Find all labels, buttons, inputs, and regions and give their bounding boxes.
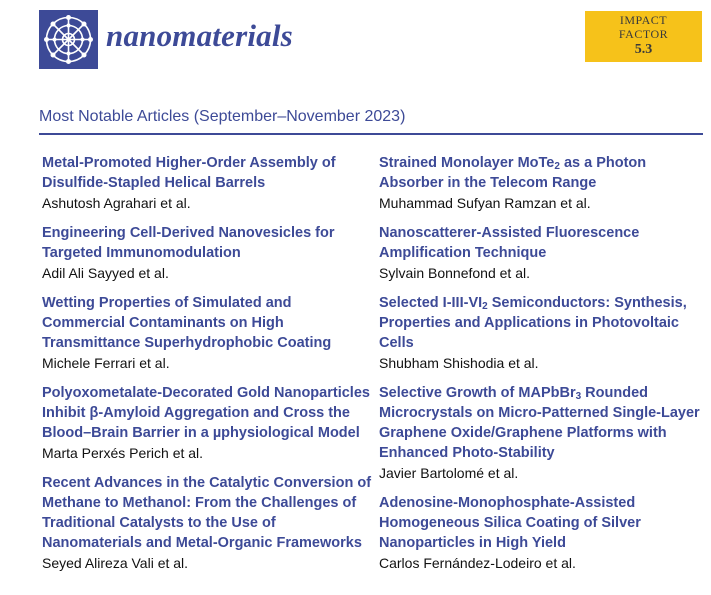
section-title: Most Notable Articles (September–November 2023) (39, 108, 406, 125)
article-author: Carlos Fernández-Lodeiro et al. (379, 555, 576, 571)
article-author: Michele Ferrari et al. (42, 355, 170, 371)
divider (39, 133, 703, 135)
article-item[interactable] (42, 293, 372, 373)
article-author: Ashutosh Agrahari et al. (42, 195, 191, 211)
article-title-part: as a Photon Absorber in the Telecom Range (379, 155, 647, 191)
nanomaterials-logo-icon (39, 10, 98, 69)
article-author: Javier Bartolomé et al. (379, 465, 519, 481)
article-item[interactable] (42, 153, 372, 213)
article-item[interactable] (379, 153, 709, 213)
article-title-part: Strained Monolayer MoTe (379, 155, 555, 171)
impact-label-line1: IMPACT (619, 13, 668, 27)
article-author: Sylvain Bonnefond et al. (379, 265, 530, 281)
article-item[interactable] (42, 473, 372, 573)
article-item[interactable] (42, 383, 372, 463)
article-title[interactable]: Polyoxometalate-Decorated Gold Nanoparticles Inhibit β-Amyloid Aggregation and Cross the Blood–Brain Barrier in a µphysiological Model (42, 385, 370, 441)
journal-name: nanomaterials (106, 18, 293, 53)
article-author: Muhammad Sufyan Ramzan et al. (379, 195, 591, 211)
journal-logo (39, 10, 98, 69)
article-title[interactable] (379, 383, 709, 463)
article-title-part: Semiconductors: Synthesis, Properties and Applications in Photovoltaic Cells (379, 295, 687, 351)
article-title-part: Rounded Microcrystals on Micro-Patterned Single-Layer Graphene Oxide/Graphene Platforms with Enhanced Photo-Stability (379, 385, 700, 461)
article-title-part: Selective Growth of MAPbBr (379, 385, 576, 401)
article-item[interactable] (379, 493, 709, 573)
article-item[interactable] (379, 383, 709, 483)
article-title-subscript: 3 (575, 391, 582, 402)
articles-left-column (42, 153, 372, 583)
article-title-subscript: 2 (482, 301, 488, 312)
article-title[interactable]: Engineering Cell-Derived Nanovesicles for Targeted Immunomodulation (42, 225, 335, 261)
article-title[interactable]: Metal-Promoted Higher-Order Assembly of Disulfide-Stapled Helical Barrels (42, 155, 336, 191)
article-author: Shubham Shishodia et al. (379, 355, 539, 371)
article-author: Seyed Alireza Vali et al. (42, 555, 189, 571)
article-title[interactable]: Nanoscatterer-Assisted Fluorescence Amplification Technique (379, 225, 640, 261)
impact-label-line2: FACTOR (618, 27, 669, 41)
article-title-part: Selected I-III-VI (379, 295, 483, 311)
article-title[interactable]: Adenosine-Monophosphate-Assisted Homogeneous Silica Coating of Silver Nanoparticles in High Yield (379, 495, 641, 551)
article-title-subscript: 2 (554, 161, 560, 172)
article-item[interactable] (42, 223, 372, 283)
article-author: Marta Perxés Perich et al. (42, 445, 204, 461)
article-item[interactable] (379, 223, 709, 283)
article-author: Adil Ali Sayyed et al. (42, 265, 169, 281)
article-title[interactable] (379, 153, 709, 193)
articles-right-column (379, 153, 709, 583)
article-item[interactable] (379, 293, 709, 373)
impact-value: 5.3 (634, 42, 653, 57)
article-title[interactable]: Wetting Properties of Simulated and Commercial Contaminants on High Transmittance Superhydrophobic Coating (42, 295, 332, 351)
impact-factor-badge (585, 11, 702, 62)
article-title[interactable]: Recent Advances in the Catalytic Conversion of Methane to Methanol: From the Challenges of Traditional Catalysts to the Use of Nanomaterials and Metal-Organic Frameworks (42, 475, 372, 551)
article-title[interactable] (379, 293, 709, 353)
